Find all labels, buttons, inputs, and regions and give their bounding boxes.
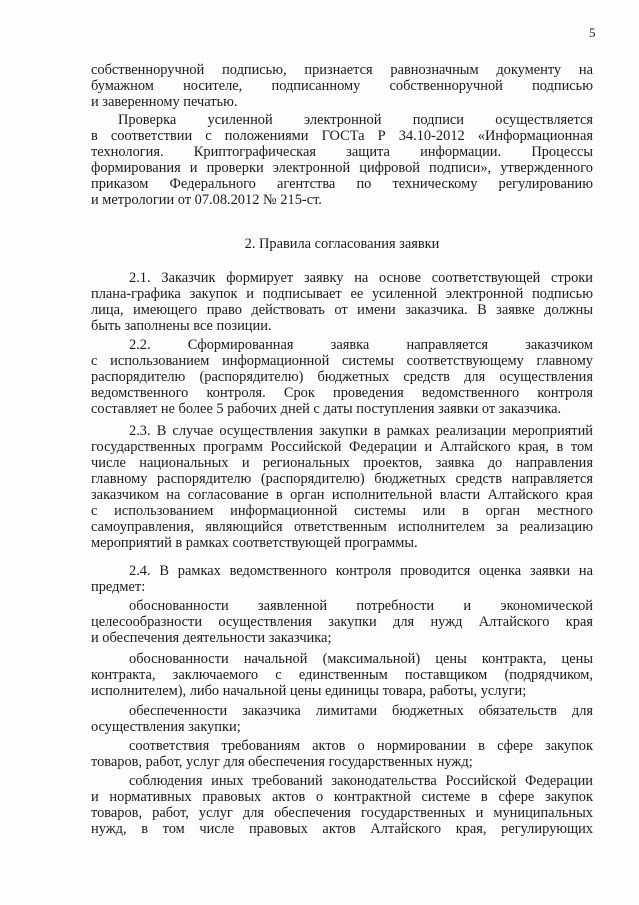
text-line: соответствия требованиям актов о нормировании в сфере закупок	[129, 738, 593, 754]
paragraph-2-3	[91, 423, 593, 551]
text-line: и обеспечения деятельности заказчика;	[91, 630, 332, 646]
paragraph-2-2	[91, 337, 593, 417]
text-line: составляет не более 5 рабочих дней с даты поступления заявки от заказчика.	[91, 401, 562, 417]
text-line: формирования и проверки электронной цифровой подписи», утвержденного	[91, 160, 593, 176]
text-line: предмет:	[91, 579, 146, 595]
text-line: обеспеченности заказчика лимитами бюджетных обязательств для	[129, 703, 593, 719]
text-line: 2.2. Сформированная заявка направляется заказчиком	[129, 337, 593, 353]
text-line: лица, имеющего право действовать от имени заказчика. В заявке должны	[91, 302, 593, 318]
text-line: 2.3. В случае осуществления закупки в рамках реализации мероприятий	[129, 423, 593, 439]
text-line: ведомственного контроля. Срок проведения ведомственного контроля	[91, 385, 593, 401]
section-heading: 2. Правила согласования заявки	[244, 236, 440, 252]
text-line: плана-графика закупок и подписывает ее усиленной электронной подписью	[91, 286, 593, 302]
text-line: и заверенному печатью.	[91, 94, 238, 110]
text-line: исполнителем), либо начальной цены единицы товара, работы, услуги;	[91, 683, 527, 699]
text-line: контракта, заключаемого с единственным поставщиком (подрядчиком,	[91, 667, 593, 683]
list-item	[91, 773, 593, 837]
page-number: 5	[589, 25, 596, 40]
text-line: с использованием информационной системы или в орган местного	[91, 503, 593, 519]
list-item	[91, 651, 593, 699]
text-line: осуществления закупки;	[91, 719, 241, 735]
text-line: распорядителю (распорядителю) бюджетных средств для осуществления	[91, 369, 593, 385]
text-line: заказчиком на согласование в орган исполнительной власти Алтайского края	[91, 487, 593, 503]
list-item	[91, 703, 593, 735]
text-line: целесообразности осуществления закупки для нужд Алтайского края	[91, 614, 593, 630]
text-line: 2.1. Заказчик формирует заявку на основе соответствующей строки	[129, 270, 593, 286]
text-line: с использованием информационной системы соответствующему главному	[91, 353, 593, 369]
text-line: числе национальных и региональных проектов, заявка до направления	[91, 455, 593, 471]
text-line: собственноручной подписью, признается равнозначным документу на	[91, 62, 593, 78]
text-line: товаров, работ, услуг для обеспечения государственных и муниципальных	[91, 805, 593, 821]
top-paragraph-2	[91, 112, 593, 208]
text-line: и нормативных правовых актов о контрактной системе в сфере закупок	[91, 789, 593, 805]
text-line: нужд, в том числе правовых актов Алтайского края, регулирующих	[91, 821, 593, 837]
list-item	[91, 738, 593, 770]
text-line: государственных программ Российской Федерации и Алтайского края, в том	[91, 439, 593, 455]
paragraph-2-4	[91, 563, 593, 595]
text-line: обоснованности начальной (максимальной) цены контракта, цены	[129, 651, 593, 667]
text-line: самоуправления, являющийся ответственным исполнителем за реализацию	[91, 519, 593, 535]
text-line: приказом Федерального агентства по техническому регулированию	[91, 176, 593, 192]
paragraph-2-1	[91, 270, 593, 334]
text-line: мероприятий в рамках соответствующей программы.	[91, 535, 418, 551]
text-line: в соответствии с положениями ГОСТа Р 34.10-2012 «Информационная	[91, 128, 593, 144]
text-line: обоснованности заявленной потребности и экономической	[129, 598, 593, 614]
top-paragraph-1	[91, 62, 593, 110]
text-line: технология. Криптографическая защита информации. Процессы	[91, 144, 593, 160]
list-item	[91, 598, 593, 646]
text-line: и метрологии от 07.08.2012 № 215-ст.	[91, 192, 322, 208]
text-line: соблюдения иных требований законодательства Российской Федерации	[129, 773, 593, 789]
text-line: 2.4. В рамках ведомственного контроля проводится оценка заявки на	[129, 563, 593, 579]
text-line: главному распорядителю (распорядителю) бюджетных средств направляется	[91, 471, 593, 487]
text-line: бумажном носителе, подписанному собственноручной подписью	[91, 78, 593, 94]
text-line: Проверка усиленной электронной подписи осуществляется	[118, 112, 593, 128]
text-line: быть заполнены все позиции.	[91, 318, 272, 334]
text-line: товаров, работ, услуг для обеспечения государственных нужд;	[91, 754, 473, 770]
